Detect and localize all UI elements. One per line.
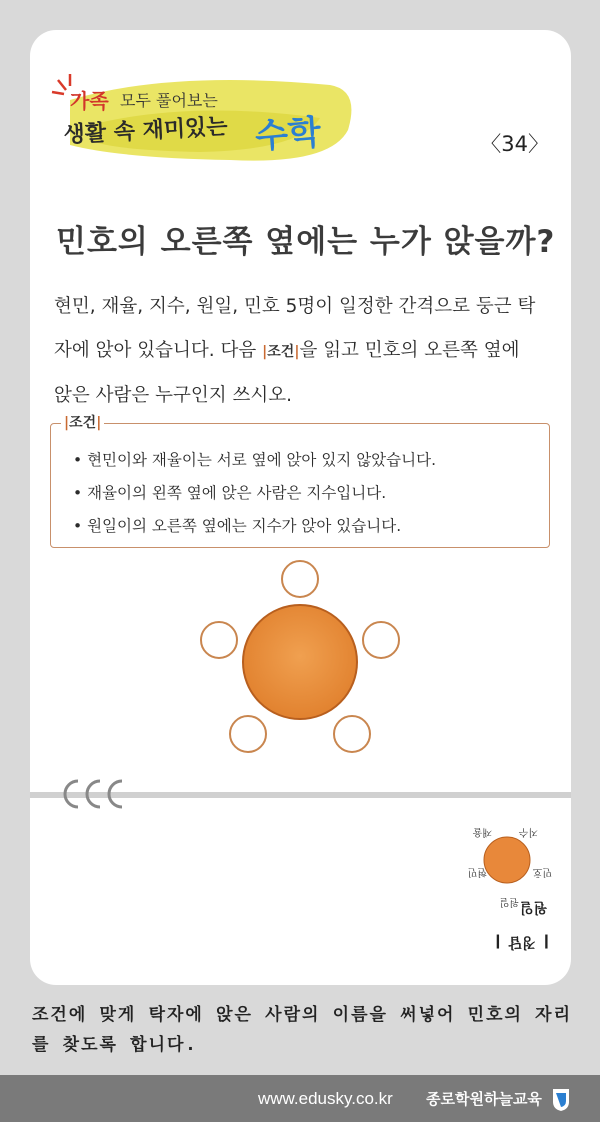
conditions-box <box>50 415 550 548</box>
round-table-diagram <box>190 557 410 792</box>
svg-text:가족: 가족 <box>70 89 109 113</box>
condition-item: • 현민이와 재율이는 서로 옆에 앉아 있지 않았습니다. <box>73 444 436 477</box>
seat-right <box>363 622 399 658</box>
problem-line-2: 자에 앉아 있습니다. 다음 |조건|을 읽고 민호의 오른쪽 옆에 <box>54 340 520 361</box>
answer-label: ❙ 정답 ❙ <box>492 934 553 950</box>
academy-name: 종로학원하늘교육 <box>426 1090 542 1108</box>
conditions-label: |조건| <box>61 412 104 432</box>
problem-line-3: 앉은 사람은 누구인지 쓰시오. <box>54 385 292 406</box>
page-number: 〈34〉 <box>480 132 549 156</box>
condition-item: • 원일이의 오른쪽 옆에는 지수가 앉아 있습니다. <box>73 510 436 543</box>
sparkle-icon <box>52 74 70 94</box>
footer-bar <box>0 1075 600 1122</box>
conditions-list <box>73 444 436 543</box>
seat-left <box>201 622 237 658</box>
problem-card <box>30 30 571 985</box>
table-top <box>243 605 357 719</box>
problem-text <box>54 285 554 418</box>
answer-text: 원일 <box>520 899 548 915</box>
answer-seat: 민호 <box>532 866 552 877</box>
answer-seat: 지수 <box>518 826 538 837</box>
seat-bottom-left <box>230 716 266 752</box>
footnote-text: 조건에 맞게 탁자에 앉은 사람의 이름을 써넣어 민호의 자리를 찾도록 합니다. <box>32 1005 573 1055</box>
problem-line-1: 현민, 재율, 지수, 원일, 민호 5명이 일정한 간격으로 둥근 탁 <box>54 296 536 317</box>
academy-logo-icon <box>551 1086 571 1112</box>
svg-text:모두 풀어보는: 모두 풀어보는 <box>120 91 218 110</box>
seat-top <box>282 561 318 597</box>
condition-item: • 재율이의 왼쪽 옆에 앉은 사람은 지수입니다. <box>73 477 436 510</box>
site-url-link[interactable]: www.edusky.co.kr <box>258 1089 393 1108</box>
answer-seat: 원일 <box>499 896 519 907</box>
question-title: 민호의 오른쪽 옆에는 누가 앉을까? <box>56 224 556 260</box>
brand-logo <box>30 30 571 190</box>
svg-text:생활 속 재미있는: 생활 속 재미있는 <box>63 114 229 148</box>
seat-bottom-right <box>334 716 370 752</box>
condition-tag-inline: |조건| <box>262 344 300 360</box>
svg-text:수학: 수학 <box>253 112 323 157</box>
binder-rings-icon <box>60 775 140 815</box>
answer-seat: 현민 <box>467 866 487 877</box>
answer-seat: 재율 <box>472 826 492 837</box>
